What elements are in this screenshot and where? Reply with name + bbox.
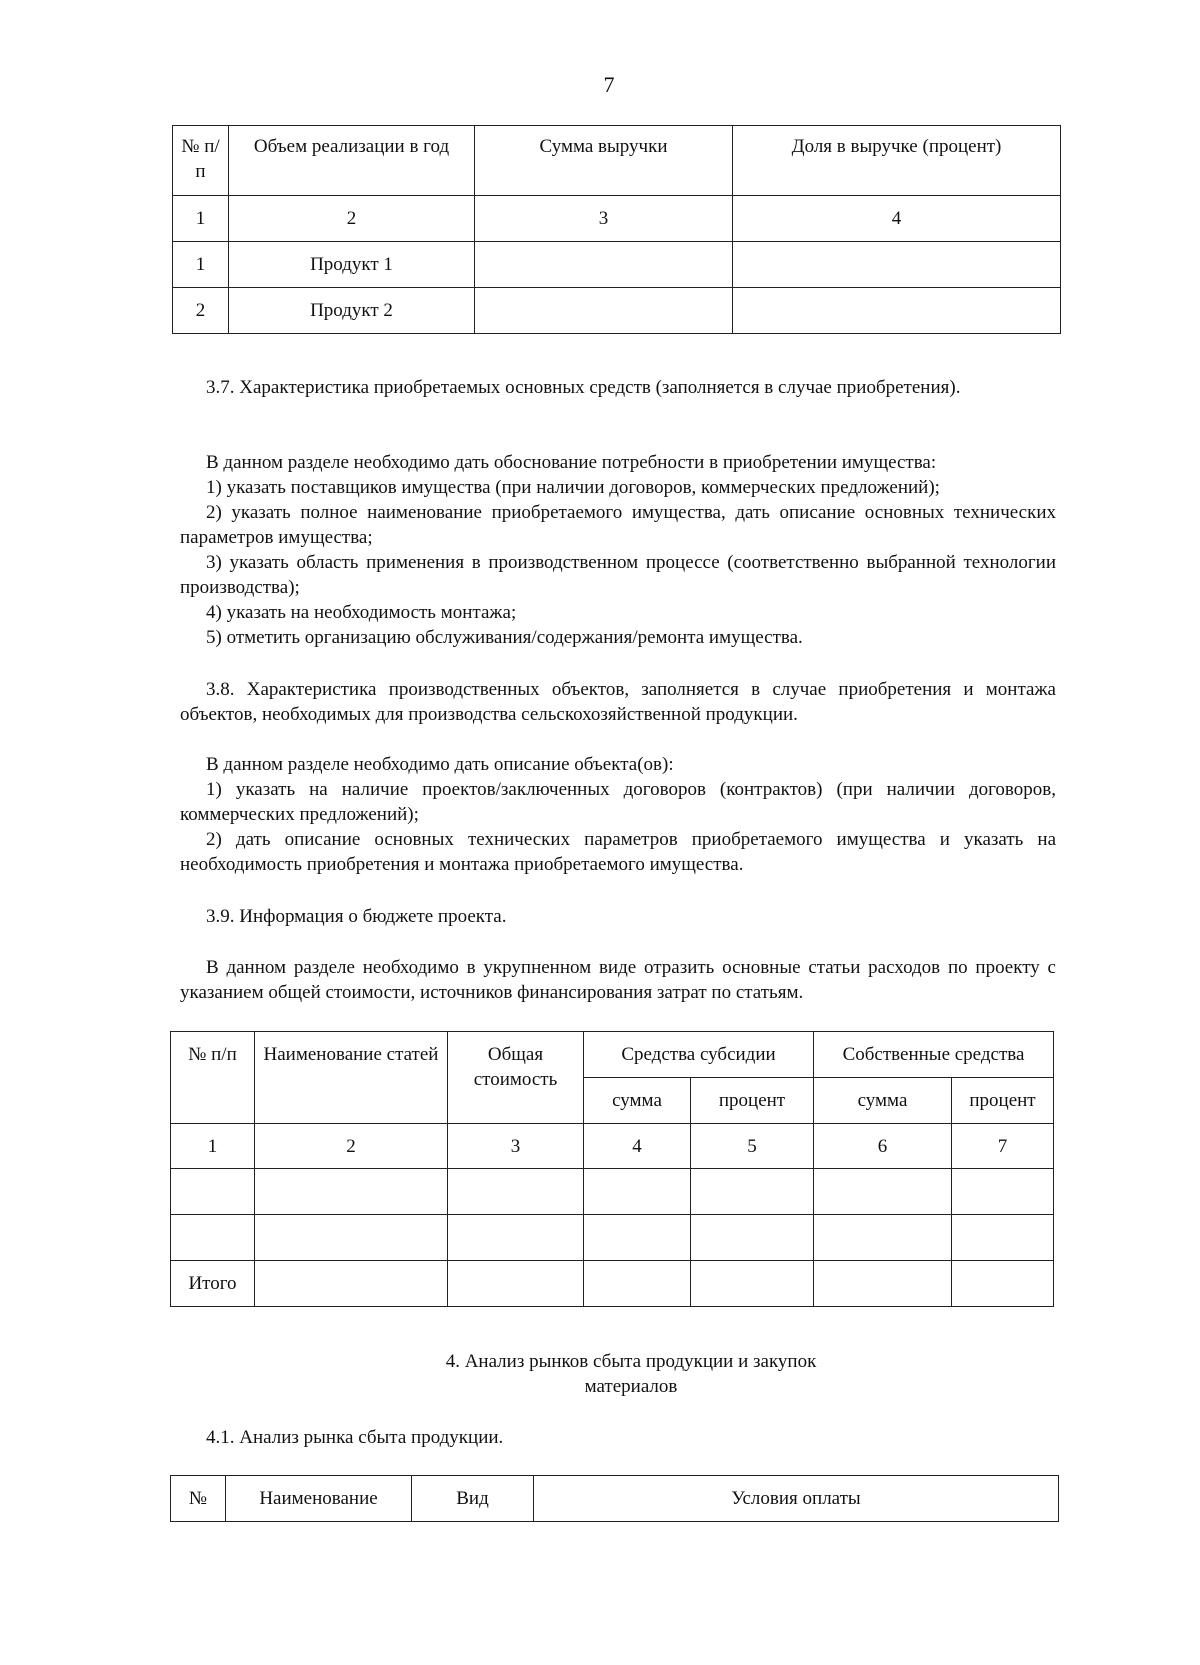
column-number: 6 (814, 1124, 952, 1169)
table-header-row (173, 126, 1061, 196)
header-cell-number: № п/п (171, 1032, 255, 1124)
section-4-title-line1: 4. Анализ рынков сбыта продукции и закупок (445, 1351, 817, 1372)
column-number: 5 (691, 1124, 814, 1169)
subheader-own-percent: процент (952, 1078, 1054, 1124)
section-3-8-title: 3.8. Характеристика производственных объектов, заполняется в случае приобретения и монтажа объектов, необходимых для производства сельскохозяйственной продукции. (180, 679, 1056, 725)
column-number-row (173, 196, 1061, 242)
subheader-subsidy-percent: процент (691, 1078, 814, 1124)
market-analysis-table (170, 1475, 1059, 1522)
share-cell (733, 242, 1061, 288)
revenue-table (172, 125, 1061, 334)
column-number-row (171, 1124, 1054, 1169)
list-item: 1) указать поставщиков имущества (при наличии договоров, коммерческих предложений); (206, 477, 940, 498)
header-cell-volume: Объем реализации в год (229, 126, 475, 196)
header-cell-revenue: Сумма выручки (475, 126, 733, 196)
section-4-1-title: 4.1. Анализ рынка сбыта продукции. (206, 1427, 504, 1448)
table-header-row (171, 1476, 1059, 1522)
table-row (173, 242, 1061, 288)
section-3-7-body (180, 450, 1056, 650)
column-number: 7 (952, 1124, 1054, 1169)
header-cell-type: Вид (412, 1476, 534, 1522)
list-item: 4) указать на необходимость монтажа; (206, 602, 517, 623)
section-3-7-intro: В данном разделе необходимо дать обоснование потребности в приобретении имущества: (206, 452, 937, 473)
column-number: 3 (475, 196, 733, 242)
column-number: 1 (171, 1124, 255, 1169)
list-item: 2) дать описание основных технических параметров приобретаемого имущества и указать на необходимость приобретения и монтажа приобретаемого имущества. (180, 829, 1056, 875)
subheader-subsidy-sum: сумма (584, 1078, 691, 1124)
section-3-7-title: 3.7. Характеристика приобретаемых основных средств (заполняется в случае приобретения). (206, 377, 961, 398)
header-cell-subsidy: Средства субсидии (584, 1032, 814, 1078)
revenue-cell (475, 242, 733, 288)
list-item: 2) указать полное наименование приобретаемого имущества, дать описание основных технических параметров имущества; (180, 502, 1056, 548)
header-cell-share: Доля в выручке (процент) (733, 126, 1061, 196)
section-3-9-title: 3.9. Информация о бюджете проекта. (206, 906, 507, 927)
list-item: 3) указать область применения в производственном процессе (соответственно выбранной технологии производства); (180, 552, 1056, 598)
list-item: 5) отметить организацию обслуживания/содержания/ремонта имущества. (206, 627, 803, 648)
header-cell-item-name: Наименование статей (255, 1032, 448, 1124)
row-number: 1 (173, 242, 229, 288)
header-cell-payment-terms: Условия оплаты (534, 1476, 1059, 1522)
share-cell (733, 288, 1061, 334)
header-cell-own-funds: Собственные средства (814, 1032, 1054, 1078)
product-name: Продукт 2 (229, 288, 475, 334)
column-number: 2 (255, 1124, 448, 1169)
section-3-8-intro: В данном разделе необходимо дать описание объекта(ов): (206, 754, 674, 775)
total-label: Итого (171, 1261, 255, 1307)
revenue-cell (475, 288, 733, 334)
table-row (171, 1215, 1054, 1261)
budget-table (170, 1031, 1054, 1307)
table-row (171, 1169, 1054, 1215)
column-number: 3 (448, 1124, 584, 1169)
list-item: 1) указать на наличие проектов/заключенных договоров (контрактов) (при наличии договоров, коммерческих предложений); (180, 779, 1056, 825)
header-cell-number: № (171, 1476, 226, 1522)
table-row (173, 288, 1061, 334)
header-cell-number: № п/п (173, 126, 229, 196)
subheader-own-sum: сумма (814, 1078, 952, 1124)
header-cell-name: Наименование (226, 1476, 412, 1522)
row-number: 2 (173, 288, 229, 334)
section-3-8-body (180, 752, 1056, 877)
column-number: 4 (733, 196, 1061, 242)
table-header-row (171, 1032, 1054, 1078)
column-number: 4 (584, 1124, 691, 1169)
page-number: 7 (603, 72, 615, 97)
column-number: 2 (229, 196, 475, 242)
section-4-title-line2: материалов (584, 1376, 678, 1397)
header-cell-total-cost: Общая стоимость (448, 1032, 584, 1124)
product-name: Продукт 1 (229, 242, 475, 288)
section-3-9-intro: В данном разделе необходимо в укрупненном виде отразить основные статьи расходов по проекту с указанием общей стоимости, источников финансирования затрат по статьям. (180, 957, 1056, 1003)
column-number: 1 (173, 196, 229, 242)
total-row (171, 1261, 1054, 1307)
